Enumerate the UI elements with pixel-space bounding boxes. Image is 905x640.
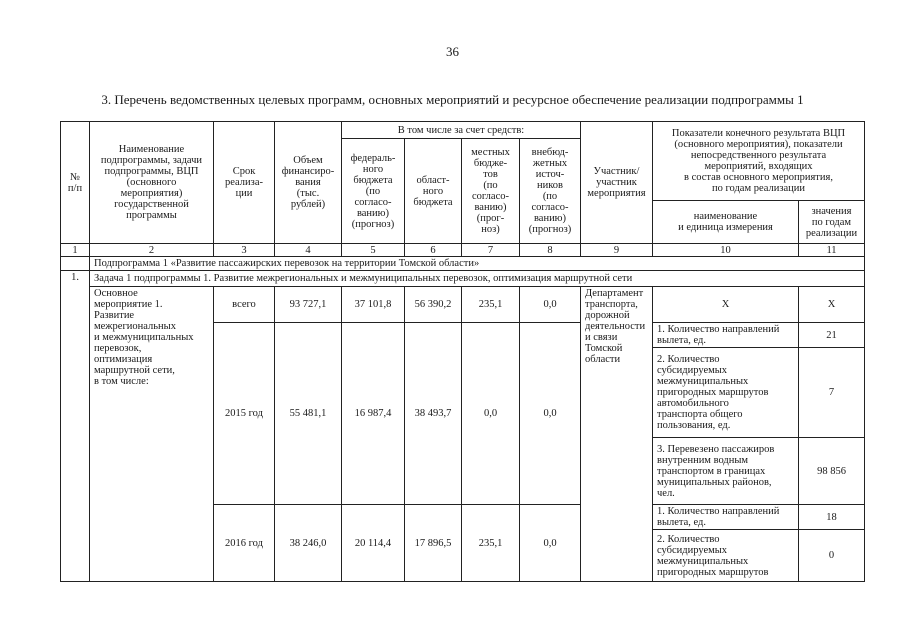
indicator-2015-passengers-value: 98 856 bbox=[798, 437, 865, 504]
task-row: Задача 1 подпрограммы 1. Развитие межрегиональных и межмуниципальных перевозок, оптимизация маршрутной сети bbox=[89, 270, 865, 286]
indicator-2016-routes-value: 0 bbox=[798, 529, 865, 582]
indicator-2016-routes-name: 2. Количество субсидируемых межмуниципальных пригородных маршрутов bbox=[652, 529, 798, 582]
row-2016-regional: 17 896,5 bbox=[404, 504, 461, 582]
header-local: местных бюдже- тов (по согласо- ванию) (прог- ноз) bbox=[461, 138, 519, 243]
row-total-federal: 37 101,8 bbox=[341, 286, 404, 322]
indicator-2016-flights-name: 1. Количество направлений вылета, ед. bbox=[652, 504, 798, 529]
header-federal: федераль- ного бюджета (по согласо- ванию) (прогноз) bbox=[341, 138, 404, 243]
task-number: 1. bbox=[60, 270, 89, 582]
row-2015-volume: 55 481,1 bbox=[274, 322, 341, 504]
measure-name: Основное мероприятие 1. Развитие межрегиональных и межмуниципальных перевозок, оптимизация маршрутной сети, в том числе: bbox=[89, 286, 213, 582]
col-number-2: 2 bbox=[89, 243, 213, 256]
col-number-6: 6 bbox=[404, 243, 461, 256]
header-extra: внебюд- жетных источ- ников (по согласо- ванию) (прогноз) bbox=[519, 138, 580, 243]
indicator-x-name: Х bbox=[652, 286, 798, 322]
indicator-2015-flights-name: 1. Количество направлений вылета, ед. bbox=[652, 322, 798, 347]
col-number-7: 7 bbox=[461, 243, 519, 256]
col-number-1: 1 bbox=[60, 243, 89, 256]
header-term: Срок реализа- ции bbox=[213, 121, 274, 243]
col-number-9: 9 bbox=[580, 243, 652, 256]
col-number-8: 8 bbox=[519, 243, 580, 256]
header-name: Наименование подпрограммы, задачи подпрограммы, ВЦП (основного мероприятия) государственной программы bbox=[89, 121, 213, 243]
row-2016-volume: 38 246,0 bbox=[274, 504, 341, 582]
indicator-2016-flights-value: 18 bbox=[798, 504, 865, 529]
row-2016-extra: 0,0 bbox=[519, 504, 580, 582]
page-number: 36 bbox=[446, 44, 459, 59]
col-number-3: 3 bbox=[213, 243, 274, 256]
header-sources: В том числе за счет средств: bbox=[341, 121, 580, 138]
row-total-extra: 0,0 bbox=[519, 286, 580, 322]
subprogram-row-num bbox=[60, 256, 89, 270]
measure-participant: Департамент транспорта, дорожной деятельности и связи Томской области bbox=[580, 286, 652, 582]
row-total-term: всего bbox=[213, 286, 274, 322]
row-2016-term: 2016 год bbox=[213, 504, 274, 582]
indicator-2015-flights-value: 21 bbox=[798, 322, 865, 347]
row-2016-local: 235,1 bbox=[461, 504, 519, 582]
program-table bbox=[60, 121, 865, 582]
col-number-11: 11 bbox=[798, 243, 865, 256]
header-volume: Объем финансиро- вания (тыс. рублей) bbox=[274, 121, 341, 243]
row-2015-extra: 0,0 bbox=[519, 322, 580, 504]
header-num: № п/п bbox=[60, 121, 89, 243]
header-indicators: Показатели конечного результата ВЦП (основного мероприятия), показатели непосредственного результата мероприятий, входящих в состав основного мероприятия, по годам реализации bbox=[652, 121, 865, 200]
col-number-4: 4 bbox=[274, 243, 341, 256]
indicator-2015-routes-value: 7 bbox=[798, 347, 865, 437]
indicator-2015-routes-name: 2. Количество субсидируемых межмуниципальных пригородных маршрутов автомобильного транспорта общего пользования, ед. bbox=[652, 347, 798, 437]
row-total-regional: 56 390,2 bbox=[404, 286, 461, 322]
indicator-x-value: Х bbox=[798, 286, 865, 322]
header-indicator-name: наименование и единица измерения bbox=[652, 200, 798, 243]
indicator-2015-passengers-name: 3. Перевезено пассажиров внутренним водным транспортом в границах муниципальных районов, чел. bbox=[652, 437, 798, 504]
row-2015-local: 0,0 bbox=[461, 322, 519, 504]
row-total-volume: 93 727,1 bbox=[274, 286, 341, 322]
row-2016-federal: 20 114,4 bbox=[341, 504, 404, 582]
col-number-10: 10 bbox=[652, 243, 798, 256]
row-total-local: 235,1 bbox=[461, 286, 519, 322]
subprogram-row: Подпрограмма 1 «Развитие пассажирских перевозок на территории Томской области» bbox=[89, 256, 865, 270]
row-2015-federal: 16 987,4 bbox=[341, 322, 404, 504]
row-2015-term: 2015 год bbox=[213, 322, 274, 504]
header-regional: област- ного бюджета bbox=[404, 138, 461, 243]
document-heading: 3. Перечень ведомственных целевых программ, основных мероприятий и ресурсное обеспечение реализации подпрограммы 1 bbox=[101, 92, 804, 107]
header-indicator-value: значения по годам реализации bbox=[798, 200, 865, 243]
col-number-5: 5 bbox=[341, 243, 404, 256]
row-2015-regional: 38 493,7 bbox=[404, 322, 461, 504]
header-participant: Участник/ участник мероприятия bbox=[580, 121, 652, 243]
